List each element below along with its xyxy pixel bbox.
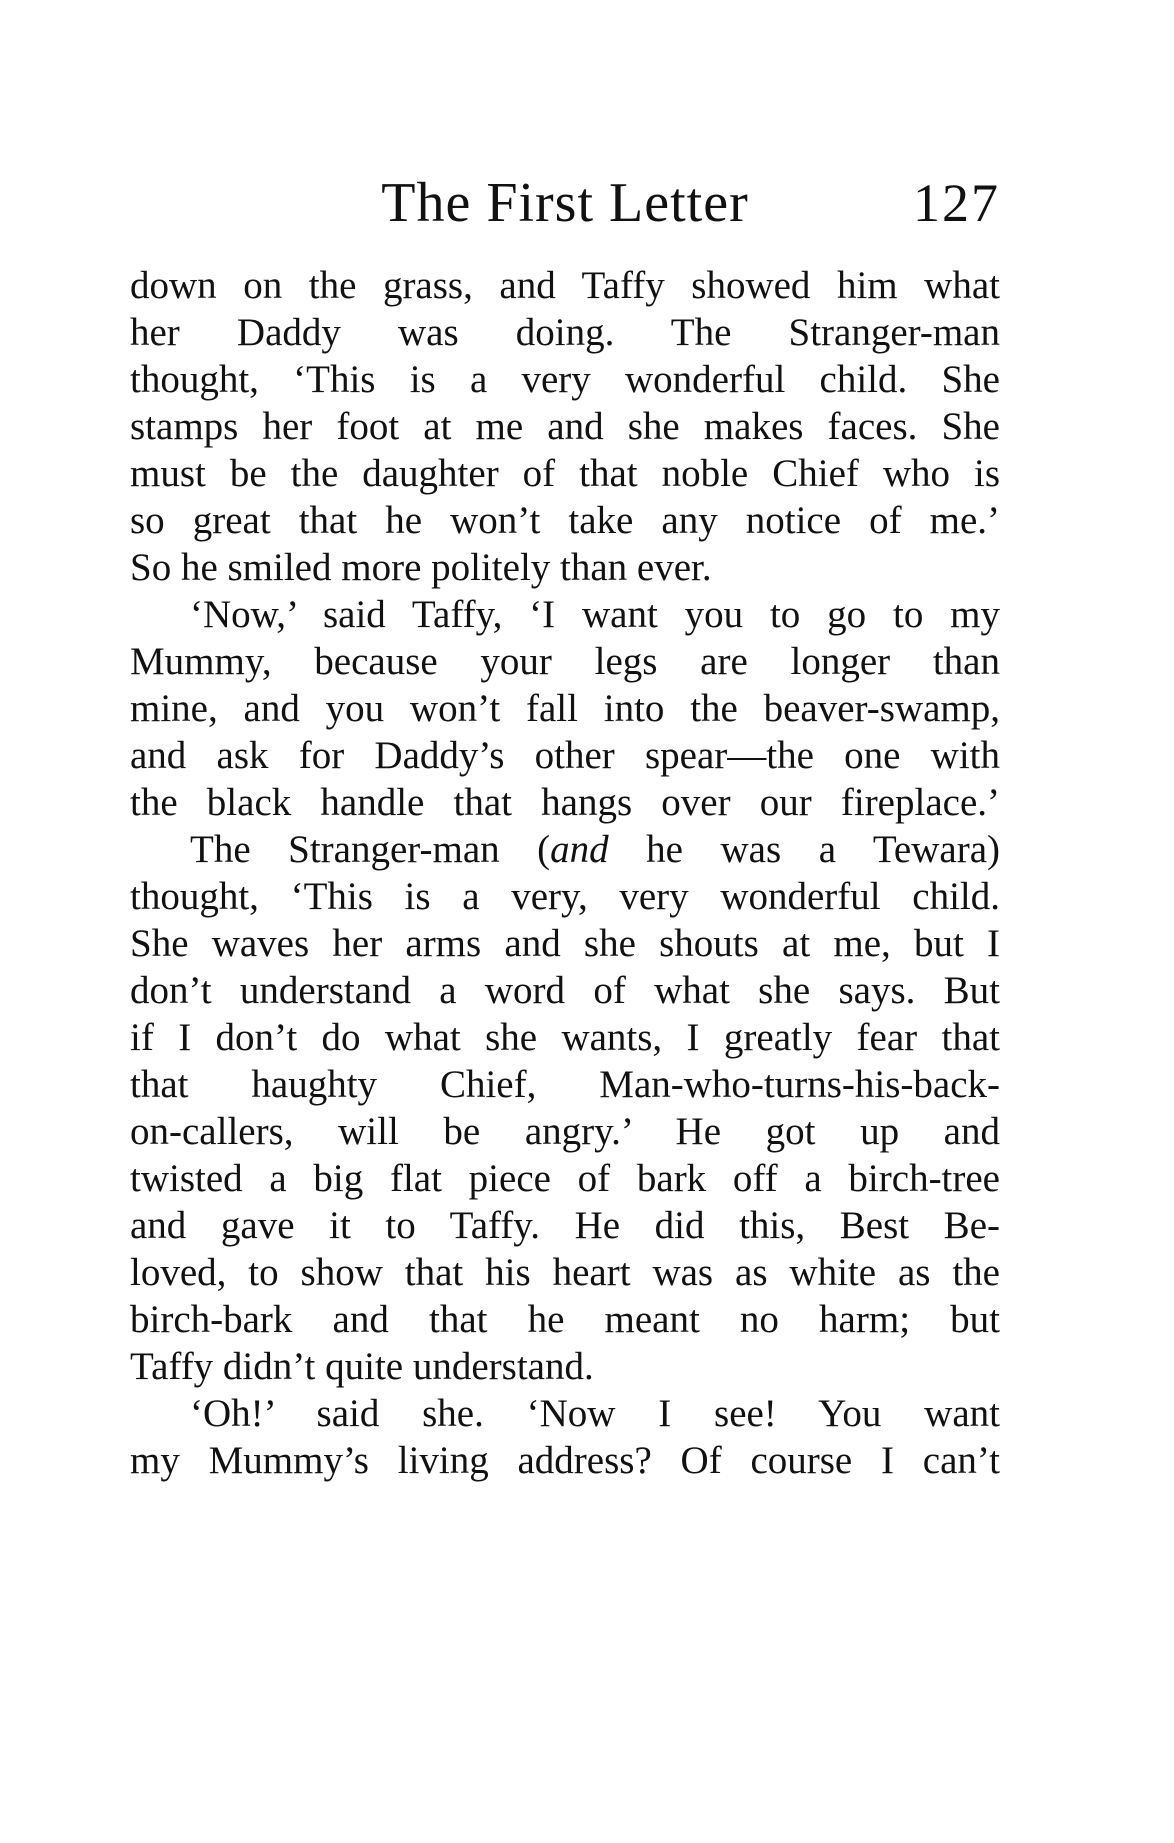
- text-line: [130, 826, 1000, 873]
- text-line: thought, ‘This is a very, very wonderful child.: [130, 875, 1000, 918]
- text-line: mine, and you won’t fall into the beaver-swamp,: [130, 687, 1000, 730]
- body-text: [130, 262, 1000, 1484]
- text-segment: The Stranger-man (: [190, 828, 551, 871]
- text-line: So he smiled more politely than ever.: [130, 546, 712, 589]
- text-line: Mummy, because your legs are longer than: [130, 640, 1000, 683]
- text-line: thought, ‘This is a very wonderful child. She: [130, 358, 1000, 401]
- text-line: birch-bark and that he meant no harm; but: [130, 1298, 1000, 1341]
- text-line: if I don’t do what she wants, I greatly fear that: [130, 1016, 1000, 1059]
- text-line: twisted a big flat piece of bark off a birch-tree: [130, 1157, 1000, 1200]
- text-line: loved, to show that his heart was as white as the: [130, 1251, 1000, 1294]
- text-line: my Mummy’s living address? Of course I can’t: [130, 1439, 1000, 1482]
- text-segment: he was a Tewara): [608, 828, 1000, 871]
- text-line: the black handle that hangs over our fireplace.’: [130, 781, 1000, 824]
- text-line: She waves her arms and she shouts at me, but I: [130, 922, 1000, 965]
- text-line: ‘Now,’ said Taffy, ‘I want you to go to my: [190, 593, 1000, 636]
- chapter-title: The First Letter: [381, 172, 749, 234]
- text-line: don’t understand a word of what she says. But: [130, 969, 1000, 1012]
- text-line: down on the grass, and Taffy showed him what: [130, 264, 1000, 307]
- text-line: ‘Oh!’ said she. ‘Now I see! You want: [190, 1392, 1000, 1435]
- running-head: [130, 168, 1000, 238]
- text-line: so great that he won’t take any notice of me.’: [130, 499, 1000, 542]
- text-line: Taffy didn’t quite understand.: [130, 1345, 594, 1388]
- text-line: her Daddy was doing. The Stranger-man: [130, 311, 1000, 354]
- page-number: 127: [913, 173, 1000, 233]
- text-line: and gave it to Taffy. He did this, Best Be-: [130, 1204, 1000, 1247]
- text-line: stamps her foot at me and she makes faces. She: [130, 405, 1000, 448]
- text-line: that haughty Chief, Man-who-turns-his-back-: [130, 1063, 1000, 1106]
- text-line: on-callers, will be angry.’ He got up and: [130, 1110, 1000, 1153]
- italic-word: and: [550, 828, 609, 871]
- text-line: and ask for Daddy’s other spear—the one with: [130, 734, 1000, 777]
- text-line: must be the daughter of that noble Chief who is: [130, 452, 1000, 495]
